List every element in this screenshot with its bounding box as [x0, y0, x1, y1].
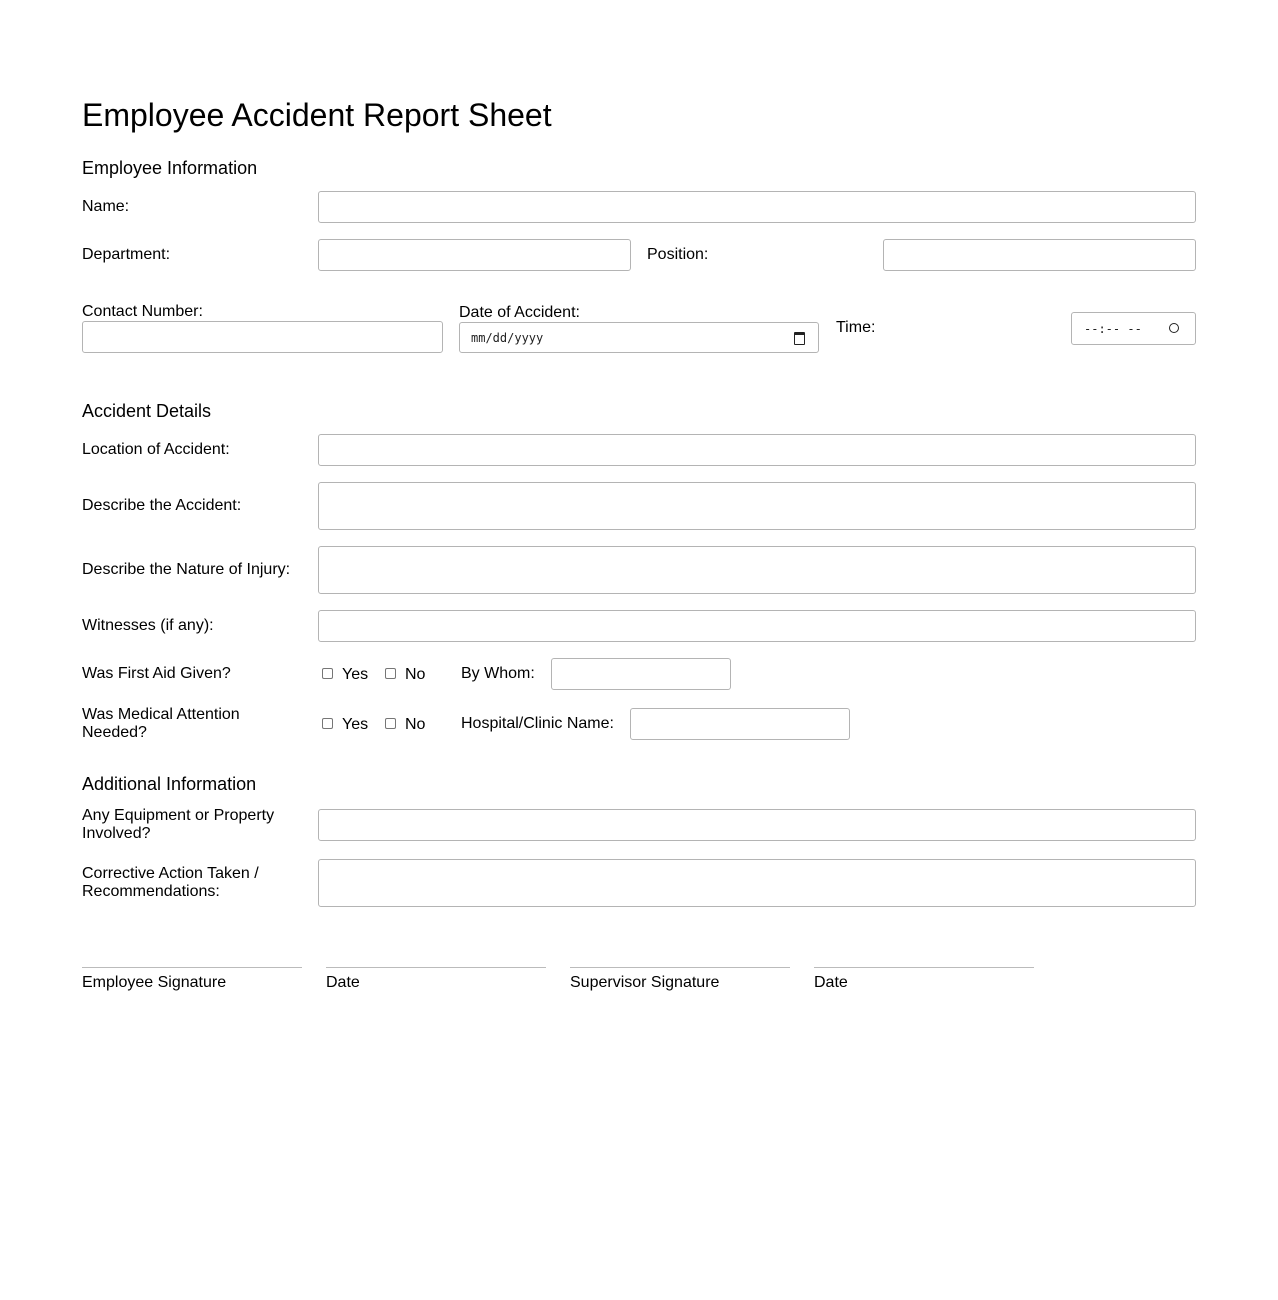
injury-label: Describe the Nature of Injury: [82, 561, 291, 578]
hospital-input[interactable] [630, 708, 850, 740]
time-label: Time: [836, 319, 876, 336]
clock-icon[interactable] [1169, 323, 1179, 333]
equipment-label-line2: Involved? [82, 825, 151, 842]
describe-accident-textarea[interactable] [318, 482, 1196, 530]
time-placeholder: --:-- -- [1084, 322, 1142, 336]
witnesses-input[interactable] [318, 610, 1196, 642]
department-label: Department: [82, 246, 171, 263]
position-label: Position: [647, 246, 709, 263]
page-title: Employee Accident Report Sheet [82, 97, 552, 133]
supervisor-date-label: Date [814, 974, 848, 991]
contact-number-label: Contact Number: [82, 303, 203, 320]
calendar-icon[interactable] [794, 332, 805, 345]
medical-no-checkbox[interactable] [385, 718, 396, 729]
by-whom-label: By Whom: [461, 665, 535, 682]
employee-signature-line [82, 967, 302, 968]
employee-date-label: Date [326, 974, 360, 991]
section-employee-information: Employee Information [82, 158, 258, 178]
section-additional-information: Additional Information [82, 774, 257, 794]
section-accident-details: Accident Details [82, 401, 212, 421]
by-whom-input[interactable] [551, 658, 731, 690]
corrective-label-line2: Recommendations: [82, 883, 220, 900]
name-input[interactable] [318, 191, 1196, 223]
medical-yes-label: Yes [342, 716, 369, 733]
first-aid-yes-label: Yes [342, 666, 369, 683]
employee-date-line [326, 967, 546, 968]
date-of-accident-input[interactable] [459, 322, 819, 353]
first-aid-yes-checkbox[interactable] [322, 668, 333, 679]
corrective-textarea[interactable] [318, 859, 1196, 907]
supervisor-date-line [814, 967, 1034, 968]
first-aid-no-label: No [405, 666, 426, 683]
medical-label-line1: Was Medical Attention [82, 706, 240, 723]
time-input[interactable] [1071, 312, 1196, 345]
describe-accident-label: Describe the Accident: [82, 497, 242, 514]
employee-signature-label: Employee Signature [82, 974, 227, 991]
date-of-accident-label: Date of Accident: [459, 304, 580, 321]
equipment-input[interactable] [318, 809, 1196, 841]
date-placeholder: mm/dd/yyyy [471, 331, 544, 345]
witnesses-label: Witnesses (if any): [82, 617, 214, 634]
first-aid-no-checkbox[interactable] [385, 668, 396, 679]
supervisor-signature-label: Supervisor Signature [570, 974, 720, 991]
contact-number-input[interactable] [82, 321, 443, 353]
corrective-label-line1: Corrective Action Taken / [82, 865, 259, 882]
medical-yes-checkbox[interactable] [322, 718, 333, 729]
position-input[interactable] [883, 239, 1196, 271]
medical-no-label: No [405, 716, 426, 733]
location-input[interactable] [318, 434, 1196, 466]
location-label: Location of Accident: [82, 441, 230, 458]
department-input[interactable] [318, 239, 631, 271]
name-label: Name: [82, 198, 130, 215]
first-aid-label: Was First Aid Given? [82, 665, 231, 682]
hospital-label: Hospital/Clinic Name: [461, 715, 614, 732]
equipment-label-line1: Any Equipment or Property [82, 807, 275, 824]
medical-label-line2: Needed? [82, 724, 147, 741]
injury-textarea[interactable] [318, 546, 1196, 594]
supervisor-signature-line [570, 967, 790, 968]
